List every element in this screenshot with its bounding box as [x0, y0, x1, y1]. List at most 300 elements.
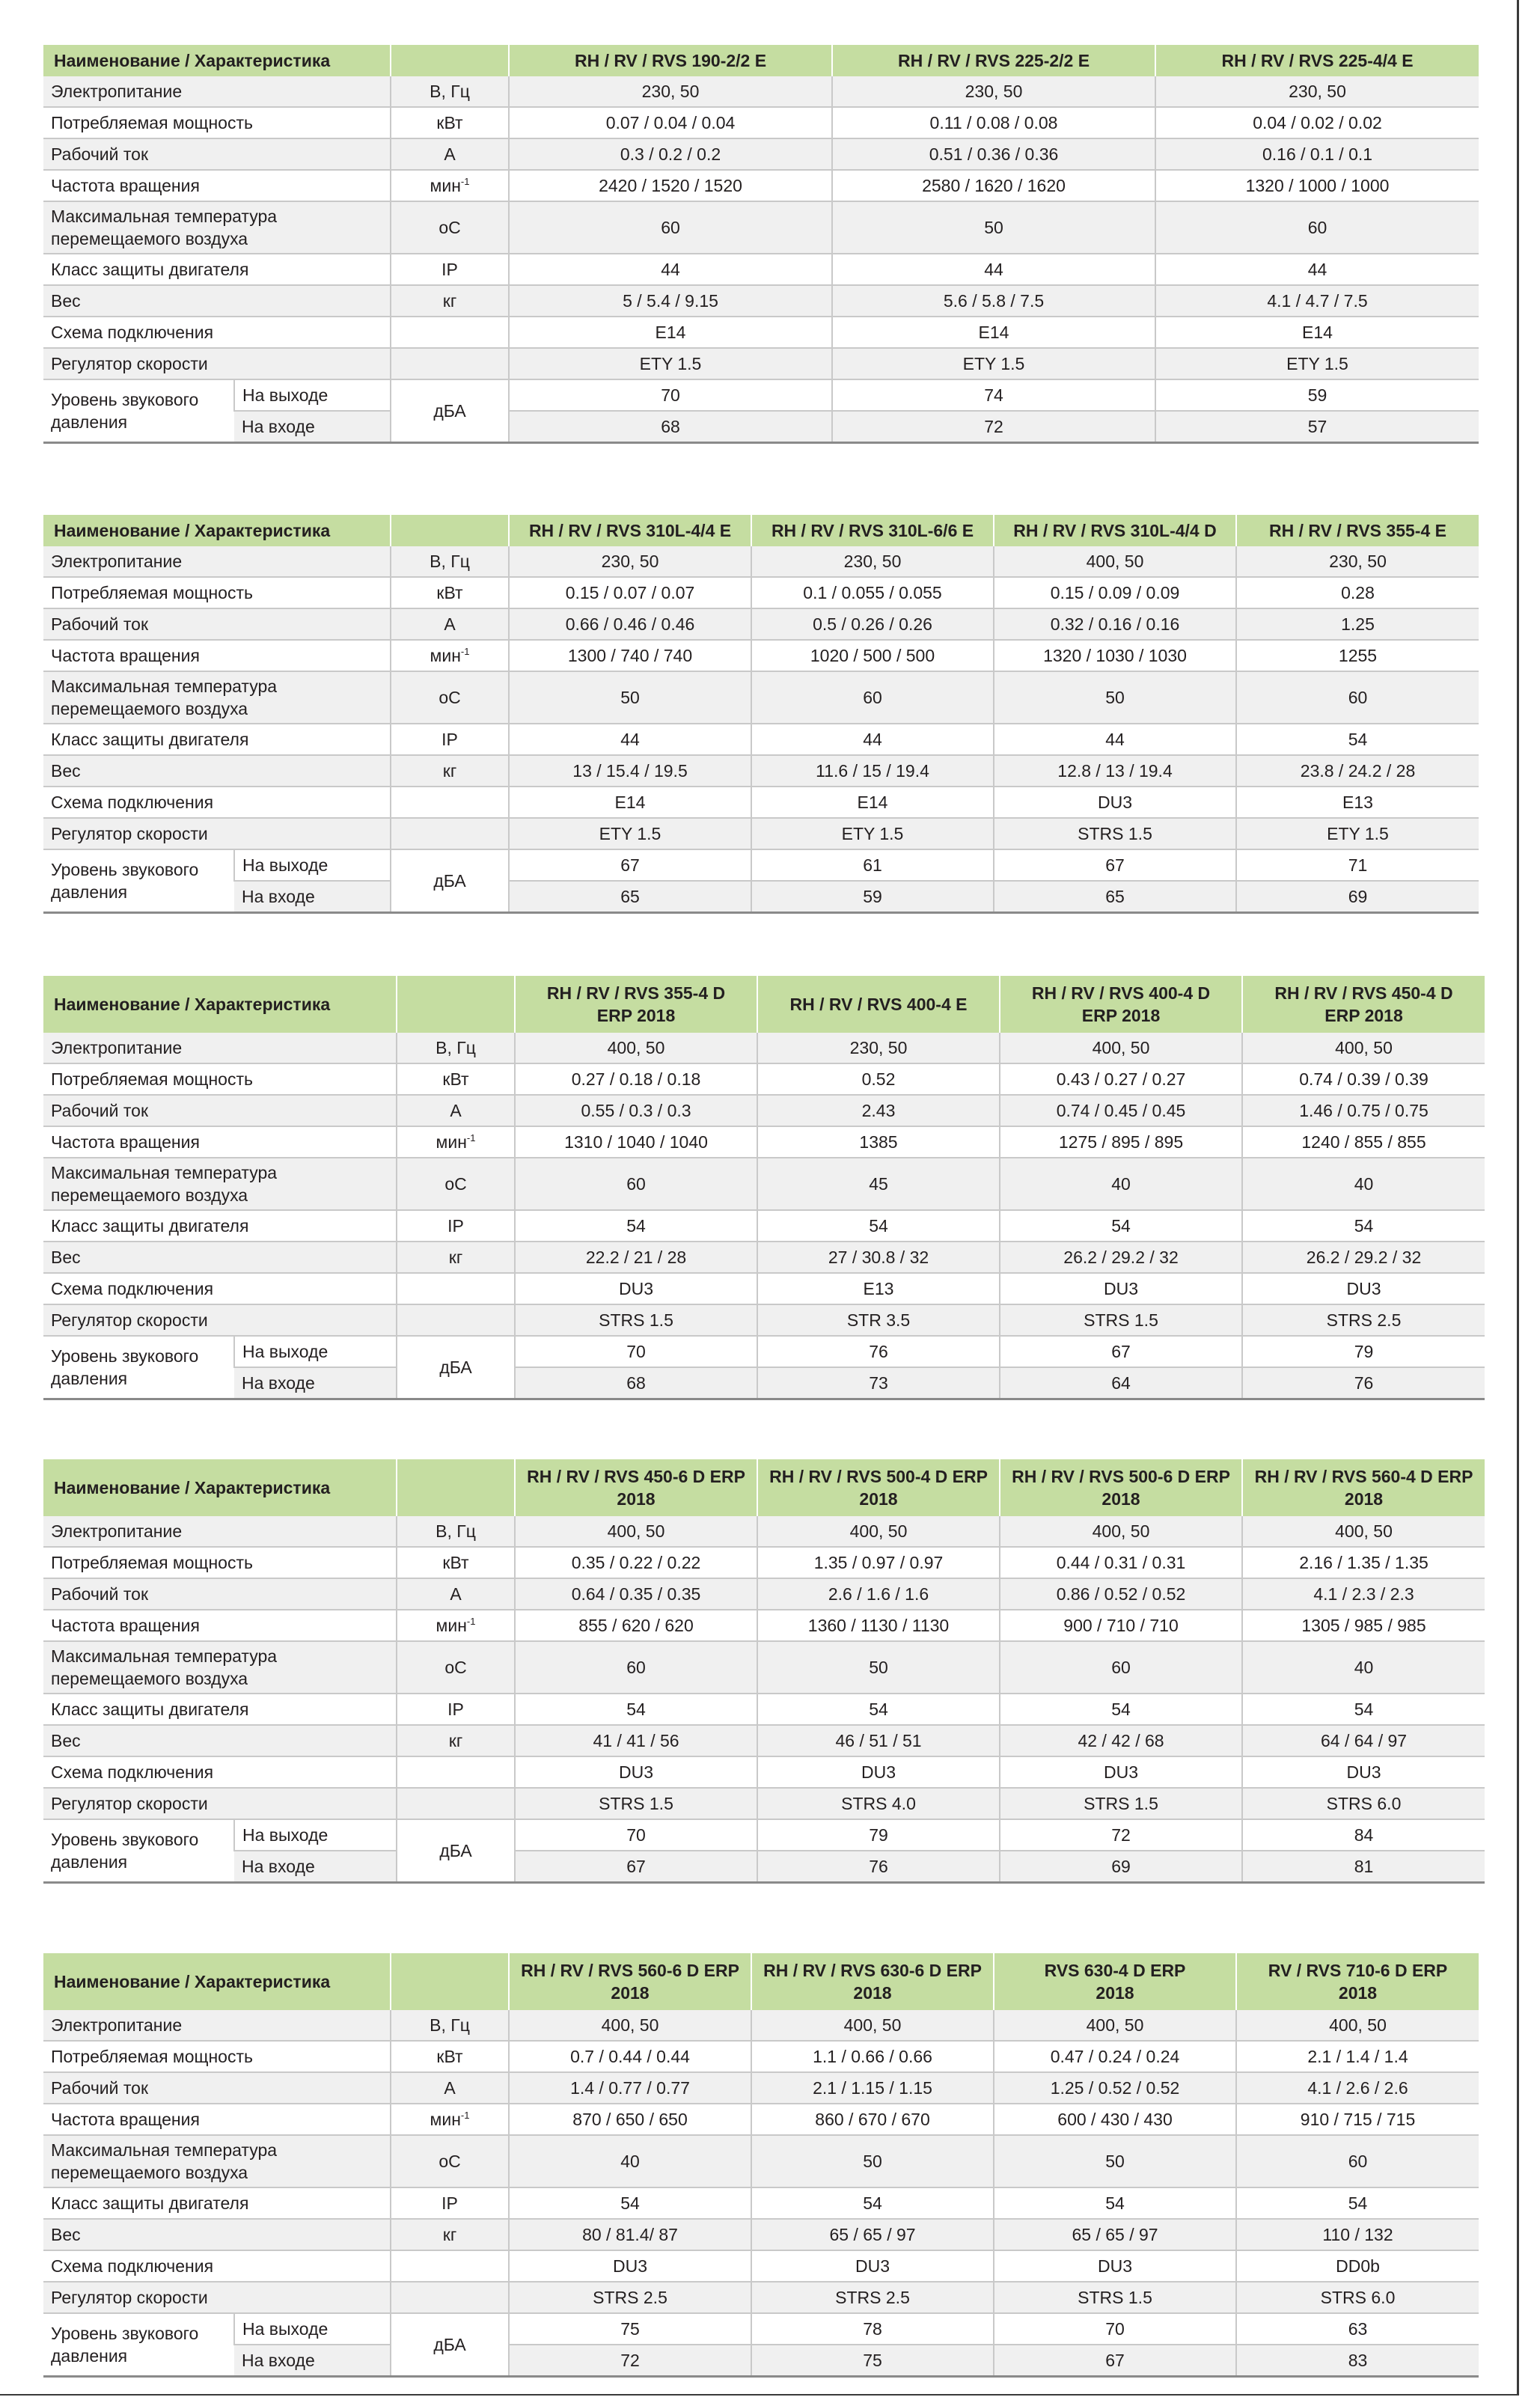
model-name-line1: RH / RV / RVS 560-6 D ERP: [521, 1961, 739, 1980]
row-label-line2: перемещаемого воздуха: [51, 1185, 248, 1205]
spec-row-regulator: [43, 348, 1479, 379]
value-cell: 60: [1000, 1641, 1242, 1694]
value-cell: DU3: [1000, 1756, 1242, 1788]
model-name-line2: 2018: [611, 1983, 650, 2003]
model-name-line1: RH / RV / RVS 400-4 D: [1031, 983, 1211, 1003]
unit-superscript: -1: [460, 175, 470, 187]
value-cell: 600 / 430 / 430: [994, 2104, 1236, 2135]
row-label-line2: перемещаемого воздуха: [51, 1669, 248, 1688]
spec-row-current: [43, 2072, 1479, 2104]
unit-text: мин: [430, 175, 461, 195]
value-cell: 110 / 132: [1236, 2219, 1479, 2250]
value-cell: 0.28: [1236, 577, 1479, 608]
unit-superscript: -1: [466, 1132, 476, 1143]
spec-row-current: [43, 1578, 1485, 1610]
noise-label: [43, 849, 234, 913]
row-unit: кВт: [391, 2041, 509, 2072]
row-unit: оС: [391, 2135, 509, 2187]
value-cell: DU3: [994, 2250, 1236, 2282]
value-cell: 400, 50: [994, 546, 1236, 577]
value-cell: E14: [751, 787, 994, 818]
row-unit: В, Гц: [397, 1516, 515, 1547]
header-title: Наименование / Характеристика: [43, 1953, 391, 2010]
model-name-line2: ERP 2018: [1324, 1006, 1403, 1025]
row-label: Регулятор скорости: [43, 818, 391, 849]
row-unit: кг: [391, 755, 509, 787]
table-header-row: [43, 1953, 1479, 2010]
value-cell: 54: [751, 2187, 994, 2219]
value-cell: 0.74 / 0.39 / 0.39: [1242, 1063, 1485, 1095]
spec-row-regulator: [43, 1788, 1485, 1819]
row-label: Вес: [43, 1242, 397, 1273]
value-cell: 11.6 / 15 / 19.4: [751, 755, 994, 787]
row-label: Электропитание: [43, 2010, 391, 2041]
row-label: Электропитание: [43, 546, 391, 577]
value-cell: 54: [1000, 1210, 1242, 1242]
value-cell: 855 / 620 / 620: [515, 1610, 757, 1641]
value-cell: 65 / 65 / 97: [751, 2219, 994, 2250]
row-label-line2: перемещаемого воздуха: [51, 699, 248, 718]
spec-row-protection: [43, 1694, 1485, 1725]
value-cell: 76: [757, 1851, 1000, 1883]
value-cell: 2.43: [757, 1095, 1000, 1126]
row-unit: В, Гц: [397, 1033, 515, 1063]
row-label: Вес: [43, 755, 391, 787]
value-cell: 400, 50: [515, 1033, 757, 1063]
value-cell: 41 / 41 / 56: [515, 1725, 757, 1756]
value-cell: 0.04 / 0.02 / 0.02: [1155, 107, 1479, 138]
row-label: Класс защиты двигателя: [43, 1210, 397, 1242]
row-unit: [391, 348, 509, 379]
value-cell: 75: [751, 2345, 994, 2377]
value-cell: 5 / 5.4 / 9.15: [509, 285, 832, 317]
noise-unit: дБА: [397, 1336, 515, 1399]
value-cell: 67: [515, 1851, 757, 1883]
value-cell: 0.47 / 0.24 / 0.24: [994, 2041, 1236, 2072]
row-label: Потребляемая мощность: [43, 107, 391, 138]
noise-label-line1: Уровень звукового: [51, 390, 199, 409]
unit-superscript: -1: [466, 1615, 476, 1627]
model-name-line2: ERP 2018: [1081, 1006, 1161, 1025]
value-cell: 60: [509, 201, 832, 254]
value-cell: 0.44 / 0.31 / 0.31: [1000, 1547, 1242, 1578]
value-cell: 40: [1000, 1158, 1242, 1210]
row-unit: [391, 787, 509, 818]
value-cell: 0.1 / 0.055 / 0.055: [751, 577, 994, 608]
spec-table: [43, 1953, 1479, 2378]
noise-unit: дБА: [397, 1819, 515, 1883]
unit-text: мин: [436, 1132, 467, 1152]
value-cell: 44: [509, 724, 751, 755]
row-label: Схема подключения: [43, 2250, 391, 2282]
value-cell: 50: [757, 1641, 1000, 1694]
noise-label: [43, 1819, 234, 1883]
value-cell: 44: [832, 254, 1155, 285]
row-label-line2: перемещаемого воздуха: [51, 2163, 248, 2182]
value-cell: ETY 1.5: [509, 348, 832, 379]
value-cell: 45: [757, 1158, 1000, 1210]
noise-label-line1: Уровень звукового: [51, 860, 199, 879]
model-name-line1: RH / RV / RVS 500-4 D ERP: [769, 1467, 988, 1486]
row-label: Вес: [43, 1725, 397, 1756]
value-cell: 0.74 / 0.45 / 0.45: [1000, 1095, 1242, 1126]
value-cell: DU3: [515, 1273, 757, 1304]
value-cell: STRS 2.5: [751, 2282, 994, 2313]
model-name: [515, 976, 757, 1033]
value-cell: STRS 1.5: [515, 1304, 757, 1336]
value-cell: 54: [1242, 1694, 1485, 1725]
value-cell: STRS 6.0: [1242, 1788, 1485, 1819]
row-label: Частота вращения: [43, 640, 391, 671]
row-label-line1: Максимальная температура: [51, 1646, 278, 1666]
spec-row-current: [43, 608, 1479, 640]
model-name-line2: 2018: [1338, 1983, 1378, 2003]
noise-inlet-label: На входе: [234, 2345, 391, 2377]
noise-label: [43, 2313, 234, 2377]
value-cell: ETY 1.5: [509, 818, 751, 849]
row-label: Класс защиты двигателя: [43, 2187, 391, 2219]
model-name: [757, 1459, 1000, 1516]
model-name-line2: 2018: [1096, 1983, 1134, 2003]
spec-row-power-consumption: [43, 107, 1479, 138]
noise-outlet-label: На выходе: [234, 849, 391, 881]
spec-row-current: [43, 1095, 1485, 1126]
row-label: Схема подключения: [43, 787, 391, 818]
row-label: Рабочий ток: [43, 138, 391, 170]
spec-row-weight: [43, 2219, 1479, 2250]
value-cell: 22.2 / 21 / 28: [515, 1242, 757, 1273]
model-name-line2: 2018: [853, 1983, 892, 2003]
value-cell: 0.52: [757, 1063, 1000, 1095]
value-cell: 0.07 / 0.04 / 0.04: [509, 107, 832, 138]
value-cell: 0.43 / 0.27 / 0.27: [1000, 1063, 1242, 1095]
row-label: Потребляемая мощность: [43, 1547, 397, 1578]
value-cell: DD0b: [1236, 2250, 1479, 2282]
header-unit: [397, 1459, 515, 1516]
value-cell: 65 / 65 / 97: [994, 2219, 1236, 2250]
value-cell: 54: [515, 1694, 757, 1725]
unit-text: мин: [430, 645, 461, 665]
value-cell: 70: [515, 1336, 757, 1367]
spec-row-power-consumption: [43, 577, 1479, 608]
row-unit: В, Гц: [391, 2010, 509, 2041]
value-cell: 40: [1242, 1158, 1485, 1210]
model-name-line1: RH / RV / RVS 630-6 D ERP: [763, 1961, 982, 1980]
spec-row-wiring: [43, 1273, 1485, 1304]
value-cell: 44: [1155, 254, 1479, 285]
noise-outlet-label: На выходе: [234, 1819, 397, 1851]
spec-row-weight: [43, 755, 1479, 787]
value-cell: 1385: [757, 1126, 1000, 1158]
spec-row-protection: [43, 724, 1479, 755]
spec-row-noise-inlet: [43, 1851, 1485, 1883]
spec-table: [43, 45, 1479, 444]
spec-table: [43, 1459, 1485, 1884]
model-name-line1: RVS 630-4 D ERP: [1044, 1961, 1186, 1980]
value-cell: 1.35 / 0.97 / 0.97: [757, 1547, 1000, 1578]
row-label: Класс защиты двигателя: [43, 254, 391, 285]
spec-row-weight: [43, 1242, 1485, 1273]
header-unit: [391, 45, 509, 76]
value-cell: ETY 1.5: [832, 348, 1155, 379]
value-cell: 0.27 / 0.18 / 0.18: [515, 1063, 757, 1095]
row-label: Схема подключения: [43, 317, 391, 348]
value-cell: 0.11 / 0.08 / 0.08: [832, 107, 1155, 138]
row-label: [43, 1158, 397, 1210]
value-cell: 230, 50: [509, 76, 832, 107]
row-unit: А: [391, 2072, 509, 2104]
value-cell: STRS 1.5: [1000, 1304, 1242, 1336]
value-cell: 1300 / 740 / 740: [509, 640, 751, 671]
model-name: [751, 1953, 994, 2010]
row-unit: А: [397, 1095, 515, 1126]
value-cell: 75: [509, 2313, 751, 2345]
value-cell: 0.55 / 0.3 / 0.3: [515, 1095, 757, 1126]
row-unit: оС: [397, 1158, 515, 1210]
row-unit: А: [391, 608, 509, 640]
row-label: Вес: [43, 285, 391, 317]
row-unit: кВт: [391, 577, 509, 608]
value-cell: 1255: [1236, 640, 1479, 671]
row-label: Электропитание: [43, 1516, 397, 1547]
value-cell: ETY 1.5: [1155, 348, 1479, 379]
row-unit: кВт: [391, 107, 509, 138]
value-cell: 76: [1242, 1367, 1485, 1399]
value-cell: 40: [1242, 1641, 1485, 1694]
value-cell: 57: [1155, 411, 1479, 443]
table-header-row: [43, 515, 1479, 546]
value-cell: DU3: [1242, 1756, 1485, 1788]
value-cell: 65: [509, 881, 751, 913]
row-label: [43, 2135, 391, 2187]
model-name-line1: RH / RV / RVS 400-4 E: [789, 995, 968, 1014]
model-name: [1000, 1459, 1242, 1516]
value-cell: 1020 / 500 / 500: [751, 640, 994, 671]
value-cell: 54: [1236, 724, 1479, 755]
row-unit: IP: [391, 254, 509, 285]
value-cell: 400, 50: [1000, 1033, 1242, 1063]
row-label: Рабочий ток: [43, 2072, 391, 2104]
value-cell: 63: [1236, 2313, 1479, 2345]
row-label: Потребляемая мощность: [43, 2041, 391, 2072]
row-label: Частота вращения: [43, 1126, 397, 1158]
noise-inlet-label: На входе: [234, 881, 391, 913]
row-label-line1: Максимальная температура: [51, 2140, 278, 2160]
spec-row-protection: [43, 1210, 1485, 1242]
model-name-line2: 2018: [1344, 1489, 1384, 1509]
value-cell: 67: [994, 849, 1236, 881]
value-cell: 1.46 / 0.75 / 0.75: [1242, 1095, 1485, 1126]
unit-superscript: -1: [460, 645, 470, 657]
value-cell: 2.6 / 1.6 / 1.6: [757, 1578, 1000, 1610]
value-cell: 72: [1000, 1819, 1242, 1851]
model-name: RH / RV / RVS 190-2/2 E: [509, 45, 832, 76]
row-unit: оС: [397, 1641, 515, 1694]
value-cell: 1305 / 985 / 985: [1242, 1610, 1485, 1641]
spec-row-power-consumption: [43, 1547, 1485, 1578]
row-unit: А: [391, 138, 509, 170]
value-cell: DU3: [1242, 1273, 1485, 1304]
value-cell: 70: [515, 1819, 757, 1851]
value-cell: 230, 50: [509, 546, 751, 577]
spec-row-power-supply: [43, 76, 1479, 107]
spec-row-rpm: [43, 640, 1479, 671]
value-cell: 69: [1236, 881, 1479, 913]
header-title: Наименование / Характеристика: [43, 1459, 397, 1516]
model-name: [757, 976, 1000, 1033]
value-cell: STRS 1.5: [994, 2282, 1236, 2313]
value-cell: 4.1 / 2.6 / 2.6: [1236, 2072, 1479, 2104]
value-cell: 1275 / 895 / 895: [1000, 1126, 1242, 1158]
value-cell: 2420 / 1520 / 1520: [509, 170, 832, 201]
value-cell: 0.15 / 0.07 / 0.07: [509, 577, 751, 608]
row-label-line2: перемещаемого воздуха: [51, 229, 248, 248]
spec-row-wiring: [43, 787, 1479, 818]
value-cell: STR 3.5: [757, 1304, 1000, 1336]
value-cell: 70: [994, 2313, 1236, 2345]
row-label: Схема подключения: [43, 1756, 397, 1788]
row-unit: [397, 1273, 515, 1304]
value-cell: DU3: [509, 2250, 751, 2282]
value-cell: 230, 50: [1236, 546, 1479, 577]
header-unit: [397, 976, 515, 1033]
spec-row-noise-outlet: [43, 379, 1479, 411]
table-header-row: [43, 1459, 1485, 1516]
value-cell: STRS 2.5: [509, 2282, 751, 2313]
value-cell: 400, 50: [1242, 1516, 1485, 1547]
model-name: [1242, 976, 1485, 1033]
row-label: Вес: [43, 2219, 391, 2250]
value-cell: DU3: [757, 1756, 1000, 1788]
row-label: Рабочий ток: [43, 608, 391, 640]
row-unit: [397, 1756, 515, 1788]
row-unit: [391, 2282, 509, 2313]
value-cell: 50: [994, 671, 1236, 724]
spec-row-max-temp: [43, 1641, 1485, 1694]
noise-outlet-label: На выходе: [234, 1336, 397, 1367]
value-cell: 26.2 / 29.2 / 32: [1000, 1242, 1242, 1273]
value-cell: 2.1 / 1.15 / 1.15: [751, 2072, 994, 2104]
spec-row-regulator: [43, 1304, 1485, 1336]
model-name-line1: RV / RVS 710-6 D ERP: [1268, 1961, 1448, 1980]
value-cell: 79: [1242, 1336, 1485, 1367]
value-cell: 12.8 / 13 / 19.4: [994, 755, 1236, 787]
noise-label-line1: Уровень звукового: [51, 2324, 199, 2343]
value-cell: 0.3 / 0.2 / 0.2: [509, 138, 832, 170]
row-unit: IP: [397, 1694, 515, 1725]
header-title: Наименование / Характеристика: [43, 515, 391, 546]
model-name: RH / RV / RVS 355-4 E: [1236, 515, 1479, 546]
value-cell: 400, 50: [994, 2010, 1236, 2041]
value-cell: 65: [994, 881, 1236, 913]
row-label: Схема подключения: [43, 1273, 397, 1304]
row-unit: В, Гц: [391, 76, 509, 107]
spec-row-max-temp: [43, 1158, 1485, 1210]
model-name: RH / RV / RVS 310L-4/4 D: [994, 515, 1236, 546]
row-label: Электропитание: [43, 76, 391, 107]
value-cell: 80 / 81.4/ 87: [509, 2219, 751, 2250]
value-cell: DU3: [515, 1756, 757, 1788]
row-unit: кг: [391, 285, 509, 317]
row-unit: IP: [391, 724, 509, 755]
value-cell: E14: [1155, 317, 1479, 348]
noise-label-line2: давления: [51, 1852, 128, 1872]
header-unit: [391, 515, 509, 546]
value-cell: 60: [1155, 201, 1479, 254]
value-cell: 83: [1236, 2345, 1479, 2377]
value-cell: DU3: [751, 2250, 994, 2282]
value-cell: 60: [515, 1158, 757, 1210]
row-unit: [397, 1610, 515, 1641]
model-name: [994, 1953, 1236, 2010]
row-label: Класс защиты двигателя: [43, 724, 391, 755]
row-label: Регулятор скорости: [43, 1788, 397, 1819]
noise-inlet-label: На входе: [234, 1851, 397, 1883]
header-title: Наименование / Характеристика: [43, 45, 391, 76]
value-cell: 71: [1236, 849, 1479, 881]
spec-row-noise-inlet: [43, 2345, 1479, 2377]
model-name-line1: RH / RV / RVS 500-6 D ERP: [1012, 1467, 1230, 1486]
value-cell: 60: [1236, 671, 1479, 724]
model-name: [1236, 1953, 1479, 2010]
value-cell: 54: [1242, 1210, 1485, 1242]
unit-text: мин: [436, 1615, 467, 1635]
value-cell: 40: [509, 2135, 751, 2187]
row-unit: кг: [391, 2219, 509, 2250]
spec-row-noise-outlet: [43, 1819, 1485, 1851]
value-cell: 1320 / 1030 / 1030: [994, 640, 1236, 671]
value-cell: 64: [1000, 1367, 1242, 1399]
value-cell: 400, 50: [1242, 1033, 1485, 1063]
row-unit: [397, 1304, 515, 1336]
noise-label: [43, 1336, 234, 1399]
noise-label: [43, 379, 234, 443]
row-unit: [391, 818, 509, 849]
model-name-line1: RH / RV / RVS 450-6 D ERP: [527, 1467, 745, 1486]
value-cell: 0.64 / 0.35 / 0.35: [515, 1578, 757, 1610]
spec-row-max-temp: [43, 201, 1479, 254]
value-cell: 400, 50: [751, 2010, 994, 2041]
row-label: Частота вращения: [43, 170, 391, 201]
row-label: Регулятор скорости: [43, 1304, 397, 1336]
table-header-row: [43, 976, 1485, 1033]
value-cell: 69: [1000, 1851, 1242, 1883]
spec-row-power-supply: [43, 546, 1479, 577]
row-label: Рабочий ток: [43, 1578, 397, 1610]
model-name-line2: 2018: [1101, 1489, 1140, 1509]
value-cell: 400, 50: [509, 2010, 751, 2041]
model-name-line2: 2018: [617, 1489, 656, 1509]
value-cell: 0.35 / 0.22 / 0.22: [515, 1547, 757, 1578]
row-unit: [397, 1126, 515, 1158]
row-unit: IP: [391, 2187, 509, 2219]
unit-text: мин: [430, 2109, 461, 2129]
row-label: Рабочий ток: [43, 1095, 397, 1126]
value-cell: 67: [509, 849, 751, 881]
row-label: Регулятор скорости: [43, 348, 391, 379]
value-cell: 230, 50: [751, 546, 994, 577]
model-name: [515, 1459, 757, 1516]
value-cell: 68: [515, 1367, 757, 1399]
spec-row-noise-outlet: [43, 849, 1479, 881]
noise-label-line2: давления: [51, 2346, 128, 2366]
value-cell: 54: [1236, 2187, 1479, 2219]
value-cell: 2580 / 1620 / 1620: [832, 170, 1155, 201]
row-label: [43, 671, 391, 724]
value-cell: 50: [994, 2135, 1236, 2187]
value-cell: 59: [751, 881, 994, 913]
value-cell: 50: [509, 671, 751, 724]
